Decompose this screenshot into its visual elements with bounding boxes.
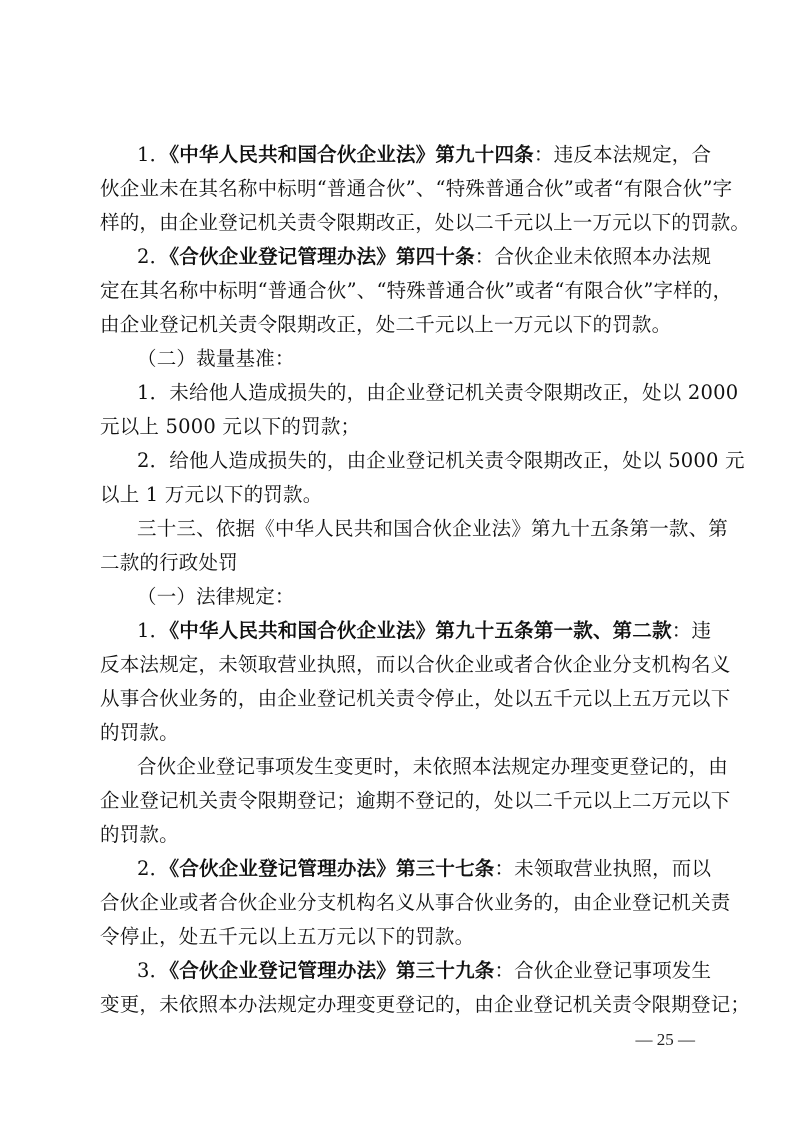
law-citation: 《合伙企业登记管理办法》第四十条 (169, 245, 475, 268)
text-line: 伙企业未在其名称中标明“普通合伙”、“特殊普通合伙”或者“有限合伙”字 (100, 177, 733, 200)
text-line (137, 240, 712, 274)
text-line: 变更，未依照本办法规定办理变更登记的，由企业登记机关责令限期登记； (100, 993, 751, 1016)
text-line: 令停止，处五千元以上五万元以下的罚款。 (100, 925, 475, 948)
item-number: 1． (137, 143, 170, 166)
line-text: ：合伙企业未依照本办法规 (474, 245, 712, 268)
text-line: 定在其名称中标明“普通合伙”、“特殊普通合伙”或者“有限合伙”字样的， (100, 279, 733, 302)
text-line: 的罚款。 (100, 721, 179, 744)
text-line: 的罚款。 (100, 823, 179, 846)
item-number: 2． (137, 857, 170, 880)
text-line (137, 954, 712, 988)
article-heading: 二款的行政处罚 (100, 551, 238, 574)
law-citation: 《中华人民共和国合伙企业法》第九十五条第一款、第二款 (169, 619, 672, 642)
law-citation: 《中华人民共和国合伙企业法》第九十四条 (169, 143, 534, 166)
text-line: 样的，由企业登记机关责令限期改正，处以二千元以上一万元以下的罚款。 (100, 211, 751, 234)
text-line (137, 138, 712, 172)
line-text: ：违 (671, 619, 712, 642)
section-heading: （二）裁量基准： (137, 347, 295, 370)
text-line (137, 614, 712, 648)
text-line: 合伙企业或者合伙企业分支机构名义从事合伙业务的，由企业登记机关责 (100, 891, 731, 914)
page-number-text: — 25 — (635, 1030, 695, 1049)
section-heading: （一）法律规定： (137, 585, 295, 608)
text-line: 元以上 5000 元以下的罚款； (100, 415, 361, 438)
text-line: 1．未给他人造成损失的，由企业登记机关责令限期改正，处以 2000 (137, 381, 739, 404)
text-line: 从事合伙业务的，由企业登记机关责令停止，处以五千元以上五万元以下 (100, 687, 731, 710)
text-line: 2．给他人造成损失的，由企业登记机关责令限期改正，处以 5000 元 (137, 449, 745, 472)
text-line: 合伙企业登记事项发生变更时，未依照本法规定办理变更登记的，由 (137, 755, 729, 778)
text-line: 以上 1 万元以下的罚款。 (100, 483, 323, 506)
page-number (0, 1030, 793, 1050)
item-number: 3． (137, 959, 170, 982)
item-number: 1． (137, 619, 170, 642)
text-line: 由企业登记机关责令限期改正，处二千元以上一万元以下的罚款。 (100, 313, 672, 336)
text-line: 企业登记机关责令限期登记；逾期不登记的，处以二千元以上二万元以下 (100, 789, 731, 812)
law-citation: 《合伙企业登记管理办法》第三十九条 (169, 959, 495, 982)
item-number: 2． (137, 245, 170, 268)
text-line (137, 852, 712, 886)
line-text: ：违反本法规定，合 (533, 143, 712, 166)
line-text: ：合伙企业登记事项发生 (494, 959, 712, 982)
line-text: ：未领取营业执照，而以 (494, 857, 712, 880)
law-citation: 《合伙企业登记管理办法》第三十七条 (169, 857, 495, 880)
text-line: 反本法规定，未领取营业执照，而以合伙企业或者合伙企业分支机构名义 (100, 653, 731, 676)
article-heading: 三十三、依据《中华人民共和国合伙企业法》第九十五条第一款、第 (137, 517, 729, 540)
